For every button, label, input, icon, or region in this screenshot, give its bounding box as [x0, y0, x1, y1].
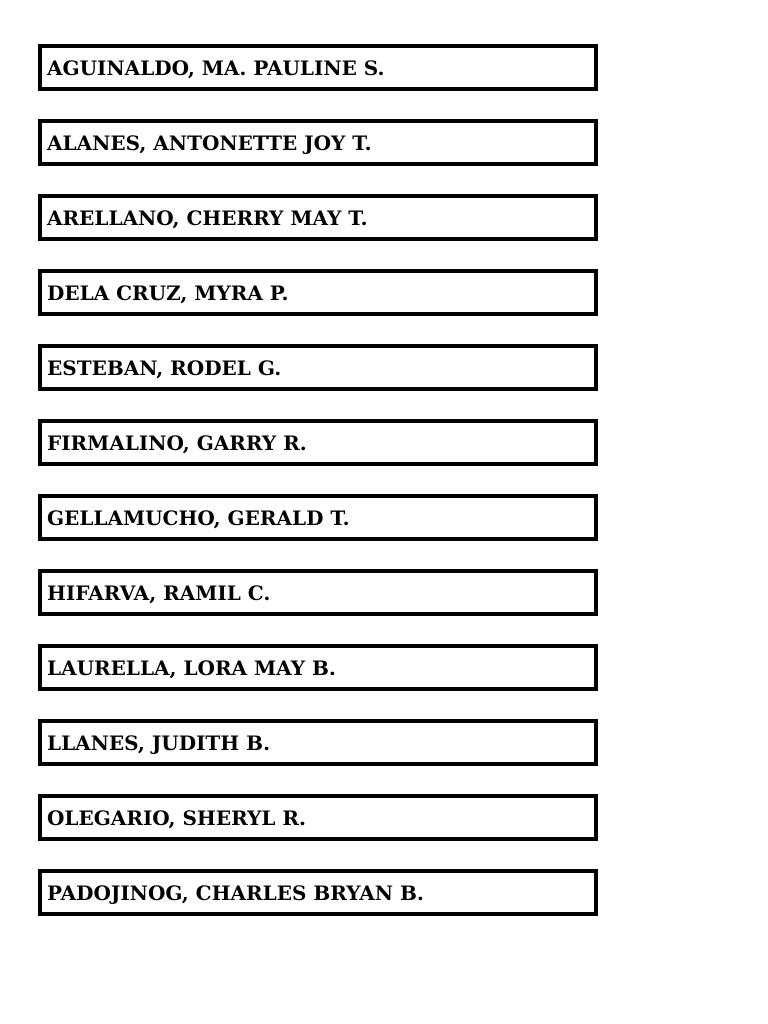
name-box-padojinog	[38, 869, 598, 916]
name-label: ARELLANO, CHERRY MAY T.	[47, 205, 368, 230]
name-box-dela-cruz	[38, 269, 598, 316]
name-box-alanes	[38, 119, 598, 166]
name-box-gellamucho	[38, 494, 598, 541]
name-label: OLEGARIO, SHERYL R.	[47, 805, 306, 830]
name-list	[38, 44, 598, 944]
name-label: AGUINALDO, MA. PAULINE S.	[47, 55, 385, 80]
name-box-hifarva	[38, 569, 598, 616]
name-label: GELLAMUCHO, GERALD T.	[47, 505, 350, 530]
name-box-laurella	[38, 644, 598, 691]
name-label: LLANES, JUDITH B.	[47, 730, 271, 755]
name-box-aguinaldo	[38, 44, 598, 91]
name-box-firmalino	[38, 419, 598, 466]
name-label: LAURELLA, LORA MAY B.	[47, 655, 336, 680]
name-label: HIFARVA, RAMIL C.	[47, 580, 271, 605]
name-box-esteban	[38, 344, 598, 391]
name-label: ESTEBAN, RODEL G.	[47, 355, 282, 380]
name-label: ALANES, ANTONETTE JOY T.	[47, 130, 372, 155]
name-box-olegario	[38, 794, 598, 841]
name-label: DELA CRUZ, MYRA P.	[47, 280, 289, 305]
name-label: FIRMALINO, GARRY R.	[47, 430, 307, 455]
name-label: PADOJINOG, CHARLES BRYAN B.	[47, 880, 424, 905]
name-box-arellano	[38, 194, 598, 241]
name-box-llanes	[38, 719, 598, 766]
